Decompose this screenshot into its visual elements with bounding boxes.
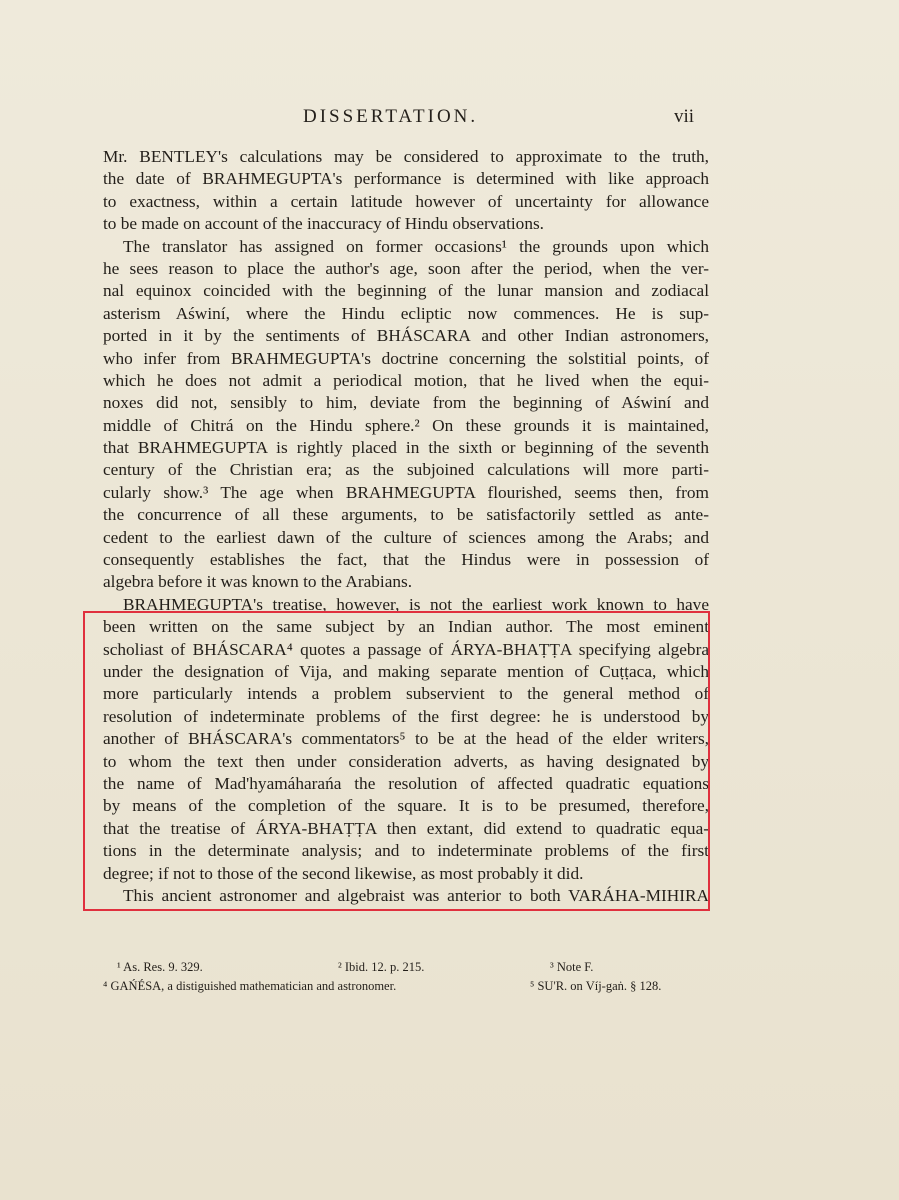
text-line: scholiast of BHÁSCARA⁴ quotes a passage of ÁRYA-BHAṬṬA specifying algebra [103,639,709,659]
text-line: cularly show.³ The age when BRAHMEGUPTA flourished, seems then, from [103,482,709,502]
text-line: century of the Christian era; as the subjoined calculations will more parti- [103,460,709,480]
text-line: middle of Chitrá on the Hindu sphere.² On these grounds it is maintained, [103,415,709,435]
text-line: BRAHMEGUPTA's treatise, however, is not the earliest work known to have [123,594,709,614]
footnote-4: ⁴ GAŃÉSA, a distiguished mathematician and astronomer. [103,979,397,993]
text-line: the name of Mad'hyamáharańa the resolution of affected quadratic equations [103,773,709,793]
footnote-3: ³ Note F. [550,960,594,974]
text-line: degree; if not to those of the second likewise, as most probably it did. [103,863,584,883]
text-line: noxes did not, sensibly to him, deviate from the beginning of Aświní and [103,393,709,413]
text-line: the concurrence of all these arguments, to be satisfactorily settled as ante- [103,505,709,525]
text-line: to be made on account of the inaccuracy of Hindu observations. [103,214,545,234]
text-line: This ancient astronomer and algebraist was anterior to both VARÁHA-MIHIRA [123,885,709,905]
text-line: to whom the text then under consideration adverts, as having designated by [103,751,709,771]
text-line: cedent to the earliest dawn of the culture of sciences among the Arabs; and [103,527,709,547]
text-line: resolution of indeterminate problems of the first degree: he is understood by [103,706,709,726]
text-line: that the treatise of ÁRYA-BHAṬṬA then extant, did extend to quadratic equa- [103,818,709,838]
text-line: more particularly intends a problem subservient to the general method of [103,684,709,704]
text-line: the date of BRAHMEGUPTA's performance is determined with like approach [103,169,709,189]
text-line: he sees reason to place the author's age, soon after the period, when the ver- [103,258,709,278]
footnote-1: ¹ As. Res. 9. 329. [117,960,203,974]
text-line: asterism Aświní, where the Hindu ecliptic now commences. He is sup- [103,303,709,323]
highlight-box [83,611,710,911]
text-line: who infer from BRAHMEGUPTA's doctrine concerning the solstitial points, of [103,348,709,368]
text-line: algebra before it was known to the Arabians. [103,572,413,592]
running-title: DISSERTATION. [303,106,479,127]
text-line: by means of the completion of the square. It is to be presumed, therefore, [103,796,709,816]
text-line: under the designation of Vija, and making separate mention of Cuṭṭaca, which [103,661,709,681]
text-line: which he does not admit a periodical motion, that he lived when the equi- [103,370,709,390]
text-line: Mr. BENTLEY's calculations may be considered to approximate to the truth, [103,147,709,166]
running-head [0,106,899,136]
text-line: that BRAHMEGUPTA is rightly placed in the sixth or beginning of the seventh [103,438,709,458]
text-line: another of BHÁSCARA's commentators⁵ to be at the head of the elder writers, [103,729,709,749]
footnote-5: ⁵ SU'R. on Víj-gaṅ. § 128. [530,979,662,993]
text-line: ported in it by the sentiments of BHÁSCARA and other Indian astronomers, [103,326,709,346]
text-line: tions in the determinate analysis; and to indeterminate problems of the first [103,841,709,861]
text-line: The translator has assigned on former occasions¹ the grounds upon which [123,236,709,256]
text-line: been written on the same subject by an Indian author. The most eminent [103,617,709,637]
text-line: nal equinox coincided with the beginning of the lunar mansion and zodiacal [103,281,709,301]
page-number: vii [674,106,695,127]
text-line: consequently establishes the fact, that the Hindus were in possession of [103,550,709,570]
text-line: to exactness, within a certain latitude however of uncertainty for allowance [103,191,709,211]
footnote-2: ² Ibid. 12. p. 215. [338,960,425,974]
